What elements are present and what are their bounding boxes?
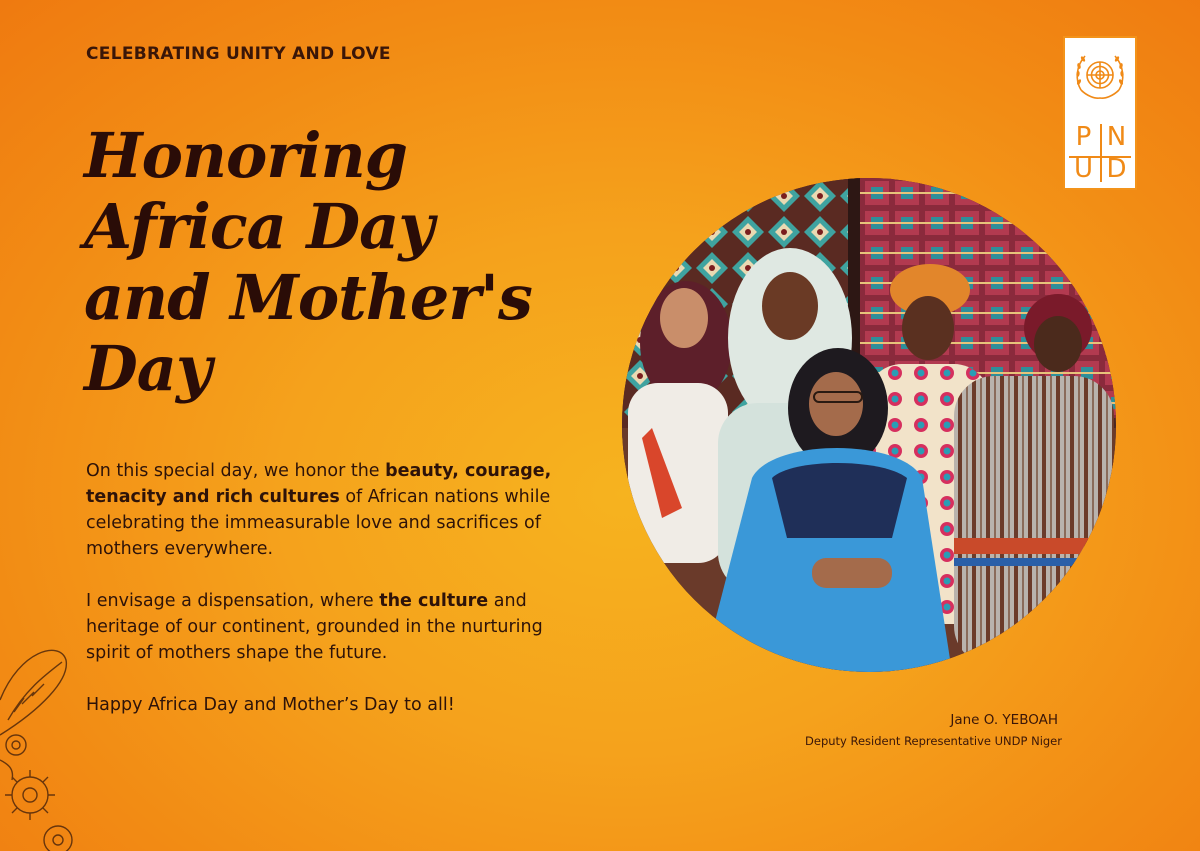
headline [84, 120, 644, 404]
eyebrow-title: CELEBRATING UNITY AND LOVE [86, 44, 391, 64]
paragraph-3: Happy Africa Day and Mother’s Day to all! [86, 695, 455, 715]
paragraph-2 [86, 588, 556, 666]
paragraph-1-text-a: On this special day, we honor the [86, 461, 386, 481]
logo-letters [1067, 122, 1133, 184]
group-photo-illustration [622, 178, 1116, 672]
flower-line-art-icon [0, 640, 80, 851]
headline-line-1: Honoring [84, 119, 408, 192]
paragraph-1-text-b: of African nations while celebrating the immeasurable love and sacrifices of mothers everywhere. [86, 487, 551, 559]
paragraph-2-text-b: and heritage of our continent, grounded in the nurturing spirit of mothers shape the future. [86, 591, 543, 663]
paragraph-2-bold: the culture [379, 591, 489, 611]
logo-letter-d: D [1106, 154, 1127, 184]
headline-line-4: Day [84, 332, 211, 405]
paragraph-1-bold: beauty, courage, tenacity and rich cultures [86, 461, 552, 507]
pnud-logo [1063, 36, 1137, 190]
group-photo [622, 178, 1116, 672]
headline-line-3: and Mother's [84, 261, 532, 334]
paragraph-2-text-a: I envisage a dispensation, where [86, 591, 380, 611]
logo-letter-u: U [1073, 154, 1094, 184]
headline-line-2: Africa Day [84, 190, 434, 263]
message-body [86, 458, 556, 744]
un-emblem-icon [1071, 46, 1129, 104]
paragraph-1 [86, 458, 556, 562]
signer-name: Jane O. YEBOAH [950, 712, 1058, 728]
signer-title: Deputy Resident Representative UNDP Niger [805, 734, 1062, 748]
logo-letter-p: P [1075, 122, 1092, 152]
logo-letter-n: N [1106, 122, 1127, 152]
